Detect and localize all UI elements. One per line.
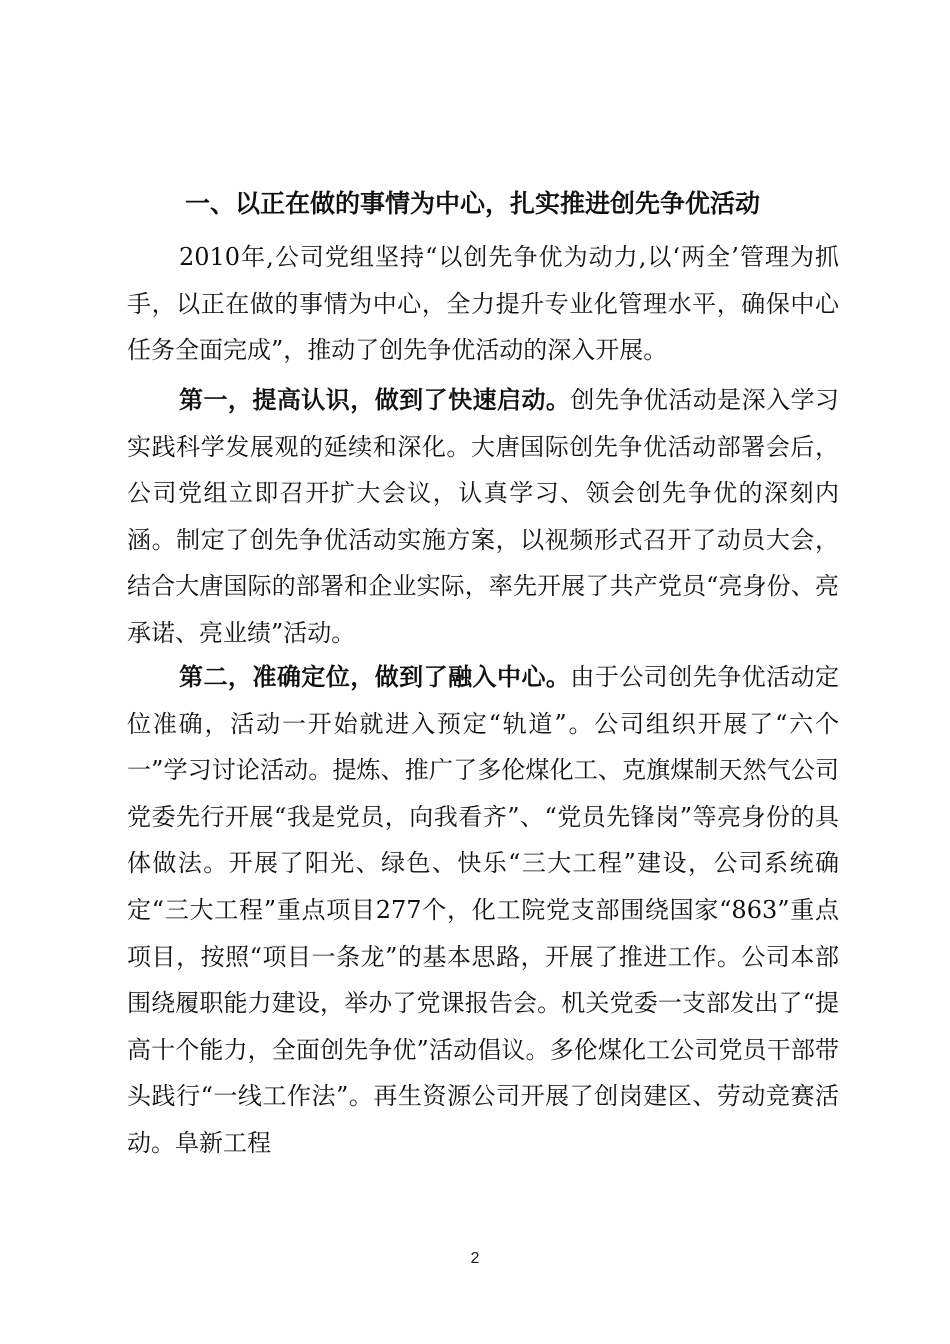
- paragraph-second-point-text: 由于公司创先争优活动定位准确，活动一开始就进入预定“轨道”。公司组织开展了“六个一”学习讨论活动。提炼、推广了多伦煤化工、克旗煤制天然气公司党委先行开展“我是党员，向我看齐”、“党员先锋岗”等亮身份的具体做法。开展了阳光、绿色、快乐“三大工程”建设，公司系统确定“三大工程”重点项目277个，化工院党支部围绕国家“863”重点项目，按照“项目一条龙”的基本思路，开展了推进工作。公司本部围绕履职能力建设，举办了党课报告会。机关党委一支部发出了“提高十个能力，全面创先争优”活动倡议。多伦煤化工公司党员干部带头践行“一线工作法”。再生资源公司开展了创岗建区、劳动竞赛活动。阜新工程: [127, 663, 840, 1157]
- paragraph-intro: [127, 234, 839, 374]
- paragraph-first-point-text: 创先争优活动是深入学习实践科学发展观的延续和深化。大唐国际创先争优活动部署会后，公司党组立即召开扩大会议，认真学习、领会创先争优的深刻内涵。制定了创先争优活动实施方案，以视频形式召开了动员大会，结合大唐国际的部署和企业实际，率先开展了共产党员“亮身份、亮承诺、亮业绩”活动。: [127, 386, 840, 647]
- section-heading: 一、以正在做的事情为中心，扎实推进创先争优活动: [185, 189, 761, 218]
- paragraph-first-point-lead: 第一，提高认识，做到了快速启动。: [179, 386, 571, 414]
- paragraph-second-point: [127, 654, 839, 1167]
- page-number: 2: [470, 1250, 480, 1267]
- paragraph-first-point: [127, 377, 839, 657]
- paragraph-second-point-lead: 第二，准确定位，做到了融入中心。: [179, 663, 571, 691]
- paragraph-intro-text: 2010年,公司党组坚持“以创先争优为动力,以‘两全’管理为抓手，以正在做的事情为中心，全力提升专业化管理水平，确保中心任务全面完成”，推动了创先争优活动的深入开展。: [127, 243, 839, 365]
